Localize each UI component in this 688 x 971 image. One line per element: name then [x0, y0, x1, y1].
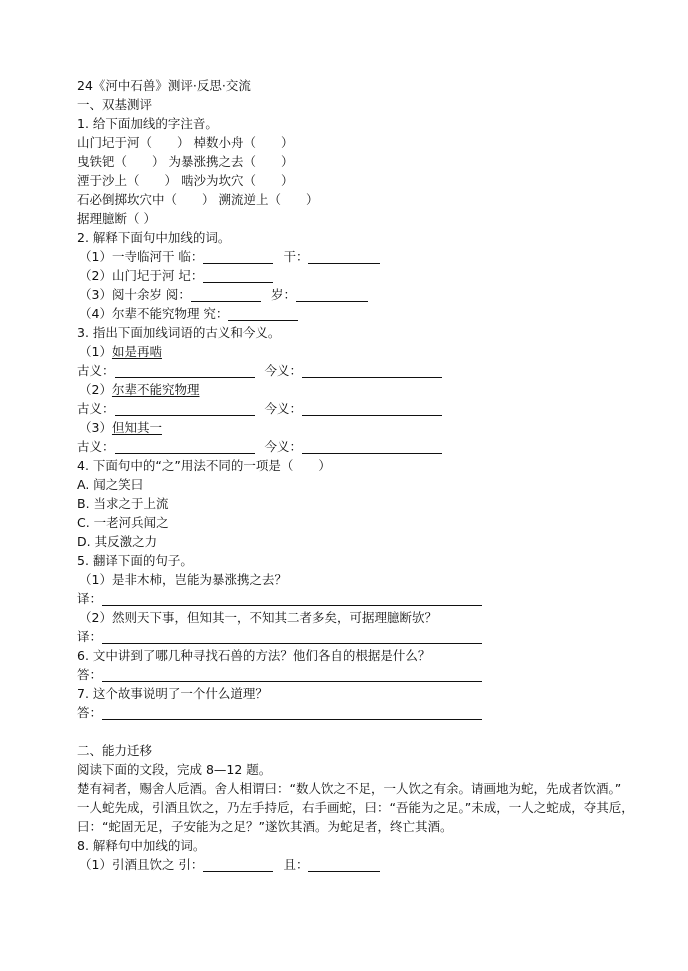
q5-answer-row-2 — [77, 627, 667, 646]
q1-item: 湮于沙上（ ） — [77, 173, 178, 188]
q1-item: 曳铁钯（ ） — [77, 154, 165, 169]
translation-label: 译： — [77, 591, 103, 606]
q3-answer-row-1 — [77, 361, 667, 380]
q1-item: 石必倒掷坎穴中（ ） — [77, 192, 215, 207]
modern-meaning-label: 今义： — [264, 363, 303, 378]
q4-option-b[interactable]: B. 当求之于上流 — [77, 496, 169, 511]
q3-answer-row-2 — [77, 399, 667, 418]
answer-blank[interactable] — [228, 306, 298, 321]
q2-item-mid: 岁： — [270, 287, 296, 302]
q2-item-text: （4）尔辈不能究物理 究： — [79, 306, 229, 321]
answer-blank[interactable] — [302, 401, 442, 416]
q2-item-3 — [77, 285, 667, 304]
section1-heading: 一、双基测评 — [77, 97, 153, 112]
q1-prompt: 1. 给下面加线的字注音。 — [77, 116, 218, 131]
answer-blank[interactable] — [102, 667, 482, 682]
q5-item-2: （2）然则天下事，但知其一，不知其二者多矣，可据理臆断欤？ — [79, 610, 437, 625]
q2-item-1 — [77, 247, 667, 266]
ancient-meaning-label: 古义： — [77, 439, 115, 454]
section2-intro: 阅读下面的文段，完成 8—12 题。 — [77, 762, 272, 777]
q1-item: 溯流逆上（ ） — [218, 192, 319, 207]
q1-item: 山门圮于河（ ） — [77, 135, 190, 150]
worksheet-title: 24《河中石兽》测评·反思·交流 — [77, 78, 251, 93]
answer-blank[interactable] — [203, 268, 273, 283]
answer-blank[interactable] — [102, 629, 482, 644]
q3-item-label: （1） — [79, 344, 112, 359]
q2-item-text: （3）阅十余岁 阅： — [79, 287, 191, 302]
answer-blank[interactable] — [115, 401, 255, 416]
q3-item-2 — [77, 380, 667, 399]
q5-prompt: 5. 翻译下面的句子。 — [77, 553, 193, 568]
q3-item-phrase: 尔辈不能究物理 — [111, 382, 200, 397]
answer-blank[interactable] — [115, 439, 255, 454]
passage-paragraph-1: 楚有祠者，赐舍人卮酒。舍人相谓曰：“数人饮之不足，一人饮之有余。请画地为蛇，先成者饮酒。” — [77, 781, 622, 796]
answer-blank[interactable] — [191, 287, 261, 302]
answer-blank[interactable] — [203, 249, 273, 264]
answer-label: 答： — [77, 667, 103, 682]
q1-item: 棹数小舟（ ） — [193, 135, 294, 150]
q5-item-1: （1）是非木柿，岂能为暴涨携之去？ — [79, 572, 287, 587]
q3-prompt: 3. 指出下面加线词语的古义和今义。 — [77, 325, 281, 340]
answer-blank[interactable] — [308, 857, 380, 872]
section2-heading: 二、能力迁移 — [77, 743, 153, 758]
ancient-meaning-label: 古义： — [77, 401, 115, 416]
q6-prompt: 6. 文中讲到了哪几种寻找石兽的方法？他们各自的根据是什么？ — [77, 648, 431, 663]
q2-item-4 — [77, 304, 667, 323]
answer-blank[interactable] — [102, 591, 482, 606]
q8-item-1 — [77, 855, 667, 874]
q3-item-1 — [77, 342, 667, 361]
section-spacer — [77, 722, 667, 741]
q3-item-phrase: 如是再啮 — [111, 344, 162, 359]
q7-answer-row — [77, 703, 667, 722]
q7-prompt: 7. 这个故事说明了一个什么道理？ — [77, 686, 268, 701]
q3-item-label: （2） — [79, 382, 112, 397]
q3-answer-row-3 — [77, 437, 667, 456]
q5-answer-row-1 — [77, 589, 667, 608]
q8-prompt: 8. 解释句中加线的词。 — [77, 838, 206, 853]
q2-item-2 — [77, 266, 667, 285]
q3-item-3 — [77, 418, 667, 437]
q1-row-2 — [77, 152, 667, 171]
q2-item-text: （2）山门圮于河 圮： — [79, 268, 204, 283]
ancient-meaning-label: 古义： — [77, 363, 115, 378]
q6-answer-row — [77, 665, 667, 684]
modern-meaning-label: 今义： — [264, 401, 303, 416]
q3-item-phrase: 但知其一 — [111, 420, 162, 435]
passage-paragraph-2: 一人蛇先成，引酒且饮之，乃左手持卮，右手画蛇，曰：“吾能为之足。”未成，一人之蛇成，夺其卮，曰：“蛇固无足，子安能为之足？”遂饮其酒。为蛇足者，终亡其酒。 — [77, 800, 634, 834]
q4-option-d[interactable]: D. 其反激之力 — [77, 534, 158, 549]
q3-item-label: （3） — [79, 420, 112, 435]
answer-blank[interactable] — [115, 363, 255, 378]
q1-item: 为暴涨携之去（ ） — [168, 154, 294, 169]
translation-label: 译： — [77, 629, 103, 644]
q1-row-1 — [77, 133, 667, 152]
q1-item: 啮沙为坎穴（ ） — [181, 173, 294, 188]
answer-blank[interactable] — [302, 439, 442, 454]
q1-last-item: 据理臆断（ ） — [77, 211, 156, 226]
q1-row-4 — [77, 190, 667, 209]
answer-blank[interactable] — [308, 249, 380, 264]
answer-label: 答： — [77, 705, 103, 720]
worksheet-page — [77, 76, 667, 874]
q2-item-mid: 干： — [283, 249, 309, 264]
q4-prompt: 4. 下面句中的“之”用法不同的一项是（ ） — [77, 458, 331, 473]
answer-blank[interactable] — [203, 857, 273, 872]
q1-row-3 — [77, 171, 667, 190]
answer-blank[interactable] — [296, 287, 368, 302]
modern-meaning-label: 今义： — [264, 439, 303, 454]
q4-option-a[interactable]: A. 闻之笑曰 — [77, 477, 144, 492]
q4-option-c[interactable]: C. 一老河兵闻之 — [77, 515, 169, 530]
q2-item-text: （1）一寺临河干 临： — [79, 249, 204, 264]
q2-prompt: 2. 解释下面句中加线的词。 — [77, 230, 231, 245]
q8-item-text: （1）引酒且饮之 引： — [79, 857, 204, 872]
answer-blank[interactable] — [102, 705, 482, 720]
answer-blank[interactable] — [302, 363, 442, 378]
q8-item-mid: 且： — [283, 857, 309, 872]
